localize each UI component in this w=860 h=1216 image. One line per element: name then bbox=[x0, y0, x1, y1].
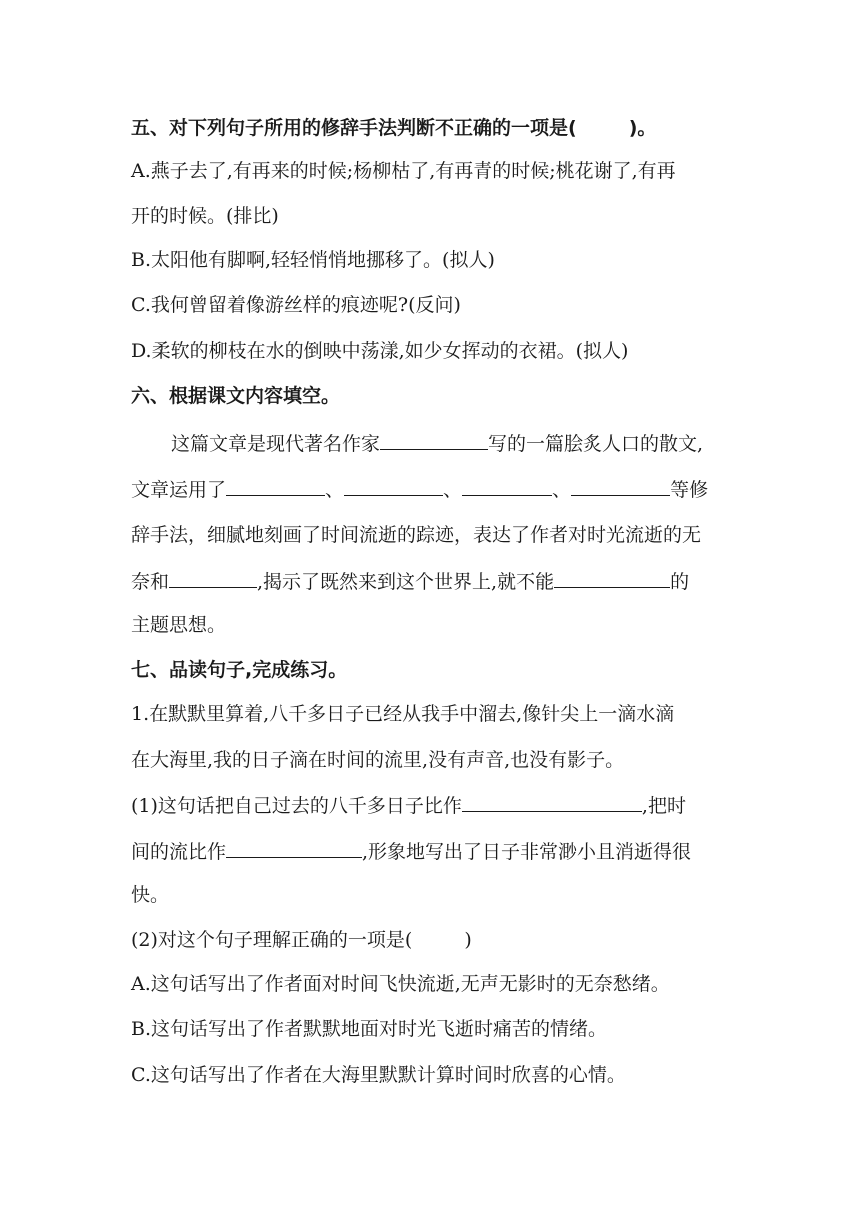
section-6-para-line5: 主题思想。 bbox=[131, 614, 227, 636]
para-text: ,揭示了既然来到这个世界上,就不能 bbox=[257, 571, 555, 593]
section-6-para-line1 bbox=[171, 431, 703, 456]
fill-blank-feeling[interactable] bbox=[169, 569, 257, 588]
section-6-para-line2 bbox=[131, 477, 708, 502]
section-5-title-text: 五、对下列句子所用的修辞手法判断不正确的一项是( bbox=[131, 117, 577, 139]
section-7-q1-line1: 1.在默默里算着,八千多日子已经从我手中溜去,像针尖上一滴水滴 bbox=[131, 703, 675, 725]
fill-blank-metaphor-time[interactable] bbox=[226, 839, 362, 858]
section-5-title-end: )。 bbox=[628, 117, 657, 139]
section-7-option-b: B.这句话写出了作者默默地面对时光飞逝时痛苦的情绪。 bbox=[131, 1018, 608, 1040]
para-text: 写的一篇脍炙人口的散文, bbox=[488, 433, 704, 455]
fill-blank-rhetoric-3[interactable] bbox=[462, 477, 552, 496]
section-5-title bbox=[131, 116, 656, 140]
fill-blank-metaphor-days[interactable] bbox=[462, 793, 642, 812]
section-6-title: 六、根据课文内容填空。 bbox=[131, 385, 341, 407]
section-7-title: 七、品读句子,完成练习。 bbox=[131, 659, 348, 681]
para-text: (1)这句话把自己过去的八千多日子比作 bbox=[131, 795, 462, 817]
separator: 、 bbox=[325, 479, 345, 501]
para-text: 间的流比作 bbox=[131, 841, 227, 863]
section-7-q1-line2: 在大海里,我的日子滴在时间的流里,没有声音,也没有影子。 bbox=[131, 749, 625, 771]
fill-blank-theme[interactable] bbox=[554, 569, 670, 588]
para-text: 奈和 bbox=[131, 571, 170, 593]
section-7-option-a: A.这句话写出了作者面对时间飞快流逝,无声无影时的无奈愁绪。 bbox=[131, 973, 670, 995]
section-5-option-a-line1: A.燕子去了,有再来的时候;杨柳枯了,有再青的时候;桃花谢了,有再 bbox=[131, 160, 676, 182]
separator: 、 bbox=[443, 479, 463, 501]
para-text: 等修 bbox=[670, 479, 709, 501]
para-text: ,形象地写出了日子非常渺小且消逝得很 bbox=[362, 841, 692, 863]
para-text: ,把时 bbox=[641, 795, 686, 817]
fill-blank-rhetoric-2[interactable] bbox=[344, 477, 443, 496]
section-6-para-line3: 辞手法，细腻地刻画了时间流逝的踪迹，表达了作者对时光流逝的无 bbox=[131, 524, 702, 546]
para-text: 文章运用了 bbox=[131, 479, 227, 501]
fill-blank-rhetoric-1[interactable] bbox=[226, 477, 325, 496]
section-7-sub1-line2 bbox=[131, 839, 691, 864]
section-5-option-a-line2: 开的时候。(排比) bbox=[131, 205, 279, 227]
separator: 、 bbox=[552, 479, 572, 501]
fill-blank-author[interactable] bbox=[380, 431, 488, 450]
para-text: 这篇文章是现代著名作家 bbox=[171, 433, 381, 455]
section-5-option-c: C.我何曾留着像游丝样的痕迹呢?(反问) bbox=[131, 294, 461, 316]
para-text: (2)对这个句子理解正确的一项是( bbox=[131, 929, 413, 951]
section-7-sub2-title bbox=[131, 928, 472, 952]
section-7-option-c: C.这句话写出了作者在大海里默默计算时间时欣喜的心情。 bbox=[131, 1064, 626, 1086]
section-7-sub1-line1 bbox=[131, 793, 686, 818]
fill-blank-rhetoric-4[interactable] bbox=[571, 477, 670, 496]
section-7-sub1-line3: 快。 bbox=[131, 884, 170, 906]
section-6-para-line4 bbox=[131, 569, 689, 594]
para-text: 的 bbox=[670, 571, 690, 593]
para-text: ) bbox=[464, 929, 472, 951]
section-5-option-d: D.柔软的柳枝在水的倒映中荡漾,如少女挥动的衣裙。(拟人) bbox=[131, 340, 629, 362]
section-5-option-b: B.太阳他有脚啊,轻轻悄悄地挪移了。(拟人) bbox=[131, 249, 495, 271]
